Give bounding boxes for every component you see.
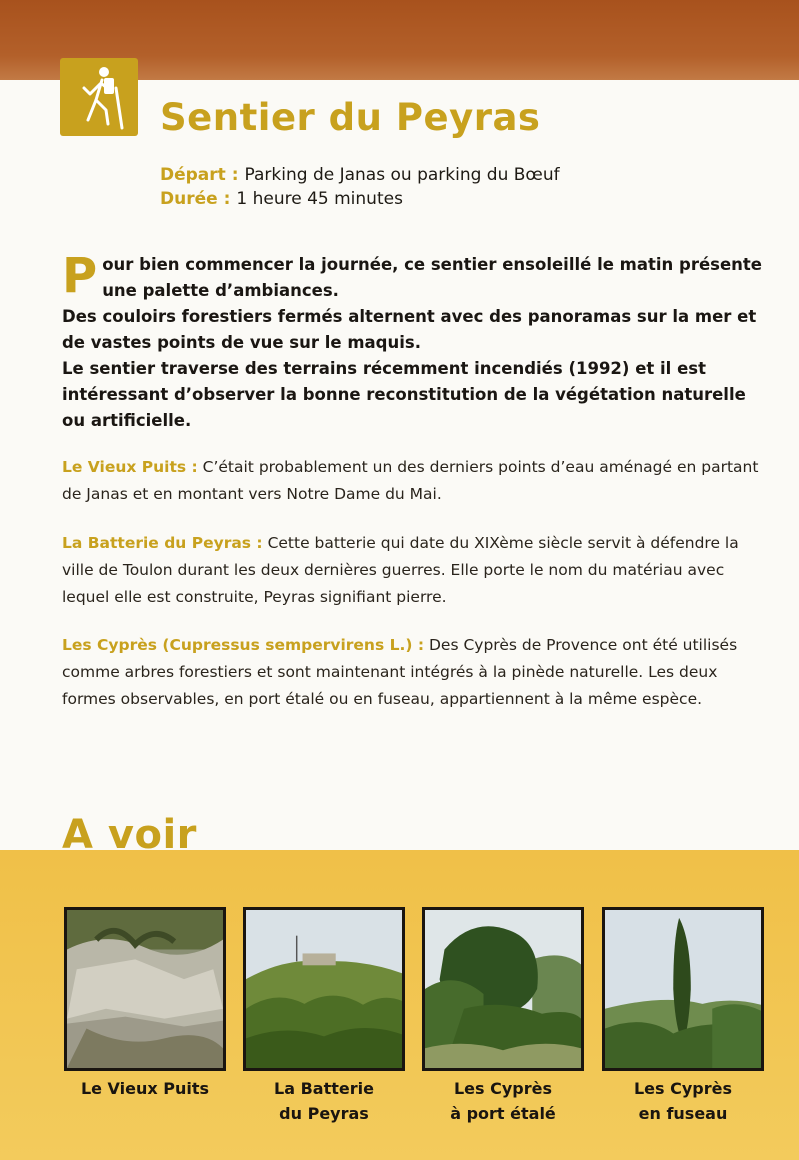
photo-vieux-puits	[64, 907, 226, 1071]
photo-cypres-fuseau	[602, 907, 764, 1071]
duree-row	[160, 187, 560, 211]
depart-row	[160, 163, 560, 187]
photo-batterie	[243, 907, 405, 1071]
section-heading: Le Vieux Puits :	[62, 458, 198, 476]
hiker-icon	[60, 58, 138, 136]
caption-cypres-etale	[418, 1076, 588, 1126]
depart-value: Parking de Janas ou parking du Bœuf	[244, 165, 560, 185]
caption-line: La Batterie	[274, 1079, 374, 1098]
section-cypres	[62, 632, 767, 713]
duree-label: Durée :	[160, 189, 231, 209]
section-text: Des Cyprès de Provence ont été utilisés comme arbres forestiers et sont maintenant intégrés à la pinède naturelle. Les deux formes observables, en port étalé ou en fuseau, appartiennent à la même espèce.	[62, 636, 738, 708]
depart-label: Départ :	[160, 165, 239, 185]
intro-line-2: Des couloirs forestiers fermés alternent avec des panoramas sur la mer et de vastes points de vue sur le maquis.	[62, 307, 757, 352]
caption-vieux-puits	[60, 1076, 230, 1101]
section-heading: Les Cyprès (Cupressus sempervirens L.) :	[62, 636, 425, 654]
caption-line: en fuseau	[638, 1104, 728, 1123]
caption-line: Les Cyprès	[453, 1079, 553, 1098]
caption-cypres-fuseau	[598, 1076, 768, 1126]
drop-cap: P	[62, 248, 98, 304]
photo-cypres-etale	[422, 907, 584, 1071]
caption-batterie	[239, 1076, 409, 1126]
section-text: Cette batterie qui date du XIXème siècle servit à défendre la ville de Toulon durant les deux dernières guerres. Elle porte le nom du matériau avec lequel elle est construite, Peyras signifiant pierre.	[62, 534, 739, 606]
intro-paragraph	[62, 248, 763, 434]
caption-line: à port étalé	[450, 1104, 556, 1123]
section-batterie	[62, 530, 767, 611]
section-text: C’était probablement un des derniers points d’eau aménagé en partant de Janas et en montant vers Notre Dame du Mai.	[62, 458, 759, 503]
caption-line: Le Vieux Puits	[80, 1079, 210, 1098]
duree-value: 1 heure 45 minutes	[236, 189, 403, 209]
a-voir-title: A voir	[62, 812, 197, 858]
section-heading: La Batterie du Peyras :	[62, 534, 263, 552]
caption-line: Les Cyprès	[633, 1079, 733, 1098]
caption-line: du Peyras	[279, 1104, 369, 1123]
intro-line-1: our bien commencer la journée, ce sentier ensoleillé le matin présente une palette d’ambiances.	[102, 255, 763, 300]
page-title: Sentier du Peyras	[160, 96, 541, 139]
trail-info	[160, 163, 560, 211]
section-vieux-puits	[62, 454, 767, 508]
intro-line-3: Le sentier traverse des terrains récemment incendiés (1992) et il est intéressant d’observer la bonne reconstitution de la végétation naturelle ou artificielle.	[62, 359, 746, 430]
